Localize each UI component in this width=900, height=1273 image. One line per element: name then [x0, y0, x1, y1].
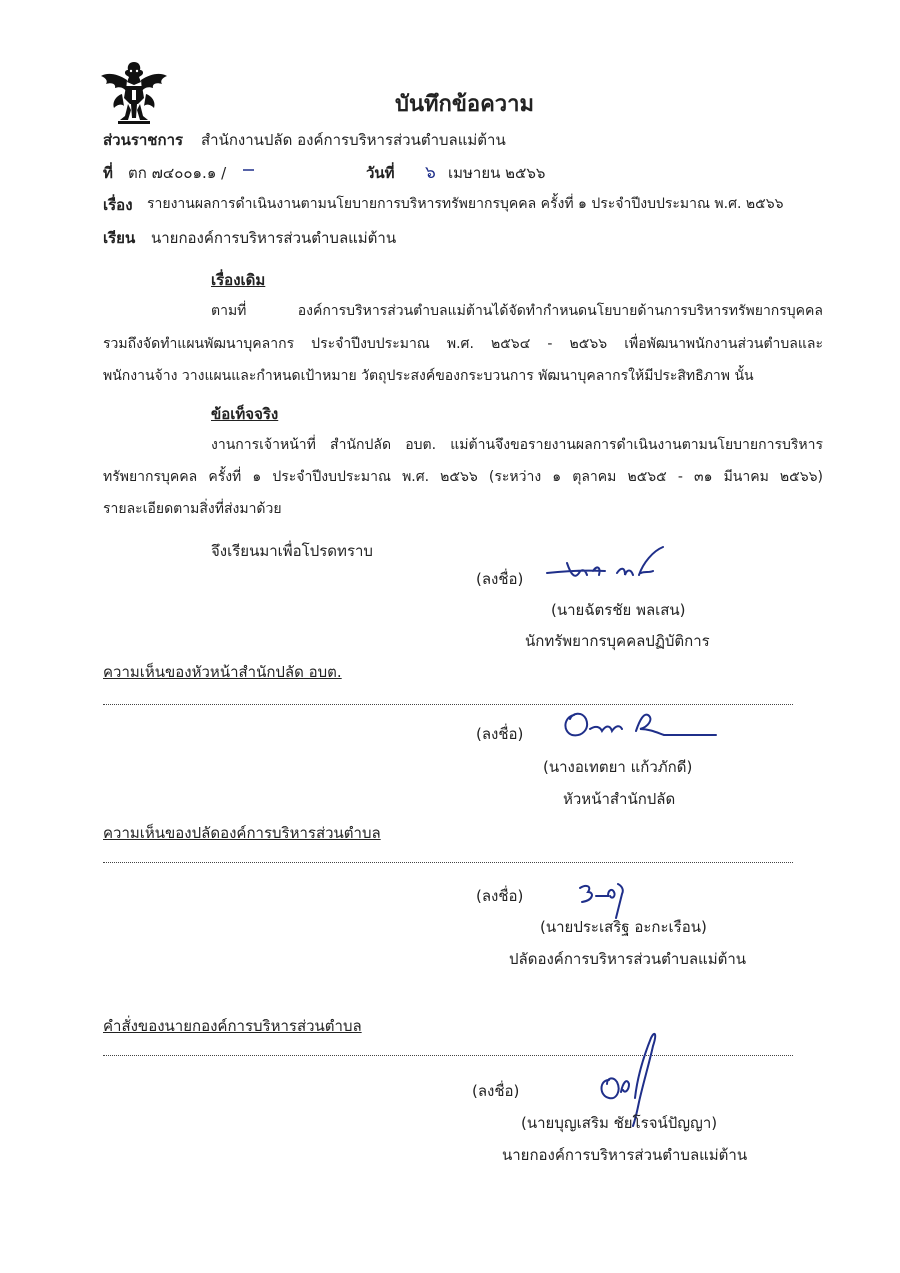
background-heading: เรื่องเดิม: [211, 271, 266, 289]
addressee-label: เรียน: [103, 229, 136, 247]
handwritten-dash: [242, 168, 256, 172]
background-line: พนักงานจ้าง วางแผนและกำหนดเป้าหมาย วัตถุประสงค์ของกระบวนการ พัฒนาบุคลากรให้มีประสิทธิภาพ นั้น: [103, 368, 754, 384]
head-office-opinion-label: ความเห็นของหัวหน้าสำนักปลัด อบต.: [103, 663, 342, 681]
handwritten-signature: [578, 878, 638, 920]
signer-name: (นางอเทตยา แก้วภักดี): [543, 758, 693, 776]
document-number-value: ตก ๗๔๐๐๑.๑ /: [128, 164, 227, 182]
handwritten-signature: [560, 705, 720, 741]
chief-opinion-label: ความเห็นของปลัดองค์การบริหารส่วนตำบล: [103, 824, 381, 842]
department-value: สำนักงานปลัด องค์การบริหารส่วนตำบลแม่ต้าน: [201, 131, 506, 149]
subject-value: รายงานผลการดำเนินงานตามนโยบายการบริหารทรัพยากรบุคคล ครั้งที่ ๑ ประจำปีงบประมาณ พ.ศ. ๒๕๖๖: [147, 196, 784, 212]
garuda-emblem: [98, 58, 170, 128]
order-line: [103, 1055, 793, 1056]
opinion-line: [103, 862, 793, 863]
document-number-label: ที่: [103, 164, 113, 182]
signer-name: (นายฉัตรชัย พลเสน): [551, 601, 686, 619]
signer-position: นักทรัพยากรบุคคลปฏิบัติการ: [525, 632, 710, 650]
sign-label: (ลงชื่อ): [476, 887, 524, 905]
sign-label: (ลงชื่อ): [476, 725, 524, 743]
background-line: ตามที่ องค์การบริหารส่วนตำบลแม่ต้านได้จัดทำกำหนดนโยบายด้านการบริหารทรัพยากรบุคคล: [211, 303, 823, 319]
date-value: เมษายน ๒๕๖๖: [448, 164, 546, 182]
mayor-order-label: คำสั่งของนายกองค์การบริหารส่วนตำบล: [103, 1017, 362, 1035]
facts-line: รายละเอียดตามสิ่งที่ส่งมาด้วย: [103, 501, 282, 517]
document-title: บันทึกข้อความ: [395, 92, 535, 117]
facts-line: ทรัพยากรบุคคล ครั้งที่ ๑ ประจำปีงบประมาณ พ.ศ. ๒๕๖๖ (ระหว่าง ๑ ตุลาคม ๒๕๖๕ - ๓๑ มีนาคม ๒๕๖๖): [103, 469, 823, 485]
signer-name: (นายบุญเสริม ชัยโรจน์ปัญญา): [521, 1114, 718, 1132]
background-line: รวมถึงจัดทำแผนพัฒนาบุคลากร ประจำปีงบประมาณ พ.ศ. ๒๕๖๔ - ๒๕๖๖ เพื่อพัฒนาพนักงานส่วนตำบลและ: [103, 336, 823, 352]
closing-text: จึงเรียนมาเพื่อโปรดทราบ: [211, 542, 373, 560]
sign-label: (ลงชื่อ): [472, 1082, 520, 1100]
facts-heading: ข้อเท็จจริง: [211, 405, 279, 423]
date-day: ๖: [425, 163, 436, 183]
sign-label: (ลงชื่อ): [476, 570, 524, 588]
handwritten-signature: [545, 545, 675, 585]
signer-name: (นายประเสริฐ อะกะเรือน): [540, 918, 707, 936]
department-label: ส่วนราชการ: [103, 131, 184, 149]
signer-position: นายกองค์การบริหารส่วนตำบลแม่ต้าน: [502, 1146, 748, 1164]
date-label: วันที่: [366, 164, 395, 182]
signer-position: หัวหน้าสำนักปลัด: [563, 790, 676, 808]
subject-label: เรื่อง: [103, 196, 133, 214]
signer-position: ปลัดองค์การบริหารส่วนตำบลแม่ต้าน: [509, 950, 747, 968]
addressee-value: นายกองค์การบริหารส่วนตำบลแม่ต้าน: [151, 229, 397, 247]
facts-line: งานการเจ้าหน้าที่ สำนักปลัด อบต. แม่ต้านจึงขอรายงานผลการดำเนินงานตามนโยบายการบริหาร: [211, 437, 823, 453]
